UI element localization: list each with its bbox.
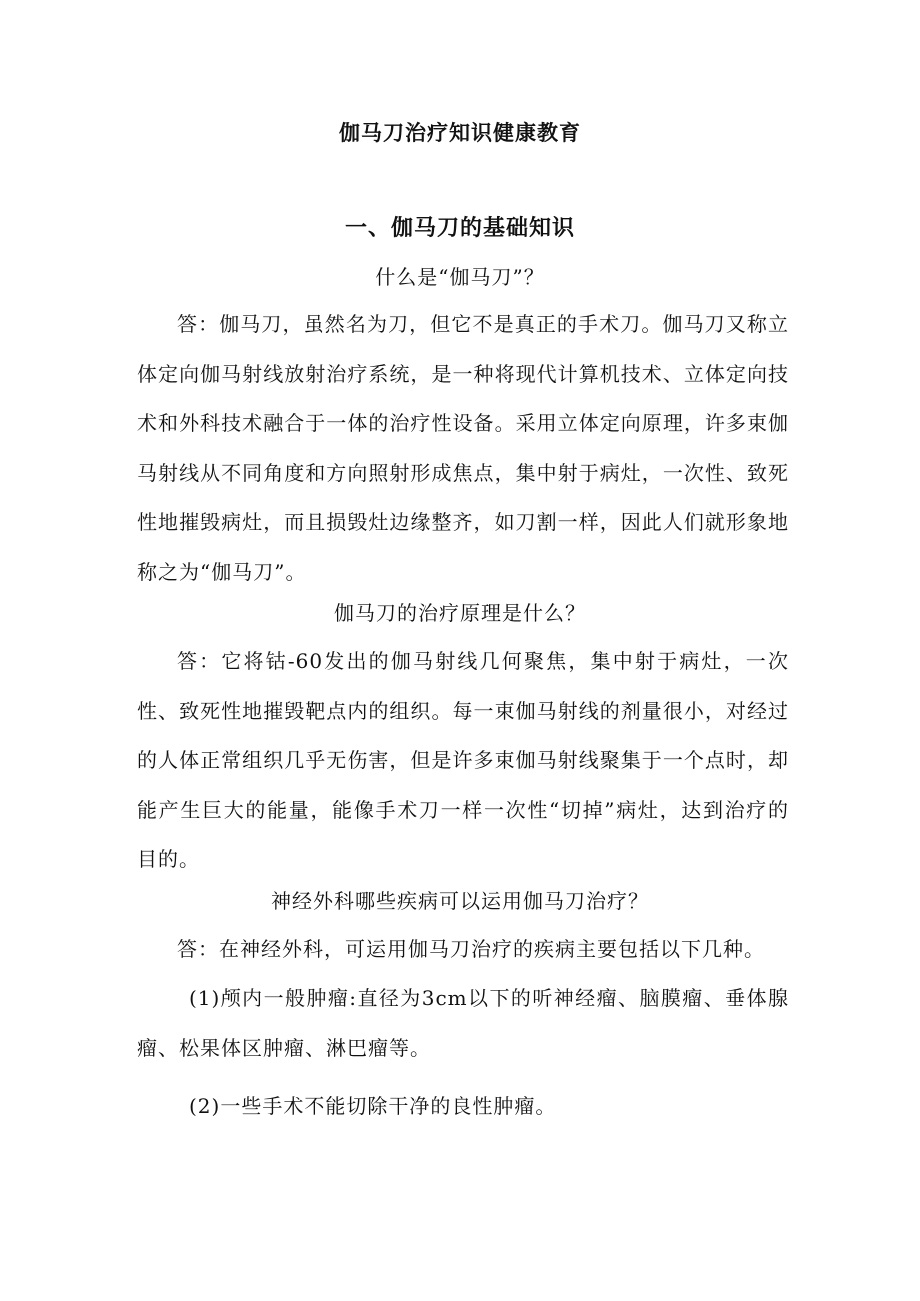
question-treatment-principle: 伽马刀的治疗原理是什么？ <box>334 601 586 625</box>
document-title: 伽马刀治疗知识健康教育 <box>339 120 581 145</box>
answer-treatment-principle: 答：它将钴-60发出的伽马射线几何聚焦，集中射于病灶，一次性、致死性地摧毁靶点内的组织。每一束伽马射线的剂量很小，对经过的人体正常组织几乎无伤害，但是许多束伽马射线聚集于一个点时，却能产生巨大的能量，能像手术刀一样一次性“切掉”病灶，达到治疗的目的。 <box>137 649 789 871</box>
answer-what-is-gamma-knife: 答：伽马刀，虽然名为刀，但它不是真正的手术刀。伽马刀又称立体定向伽马射线放射治疗系统，是一种将现代计算机技术、立体定向技术和外科技术融合于一体的治疗性设备。采用立体定向原理，许多束伽马射线从不同角度和方向照射形成焦点，集中射于病灶，一次性、致死性地摧毁病灶，而且损毁灶边缘整齐，如刀割一样，因此人们就形象地称之为“伽马刀”。 <box>137 312 789 584</box>
answer-treatable-diseases: 答：在神经外科，可运用伽马刀治疗的疾病主要包括以下几种。 <box>177 937 765 961</box>
question-treatable-diseases: 神经外科哪些疾病可以运用伽马刀治疗？ <box>271 889 649 913</box>
list-item: (2)一些手术不能切除干净的良性肿瘤。 <box>189 1094 557 1118</box>
list-item: (1)颅内一般肿瘤:直径为3cm以下的听神经瘤、脑膜瘤、垂体腺瘤、松果体区肿瘤、淋巴瘤等。 <box>137 986 789 1060</box>
question-what-is-gamma-knife: 什么是“伽马刀”？ <box>375 265 545 289</box>
section-heading: 一、伽马刀的基础知识 <box>344 215 575 241</box>
